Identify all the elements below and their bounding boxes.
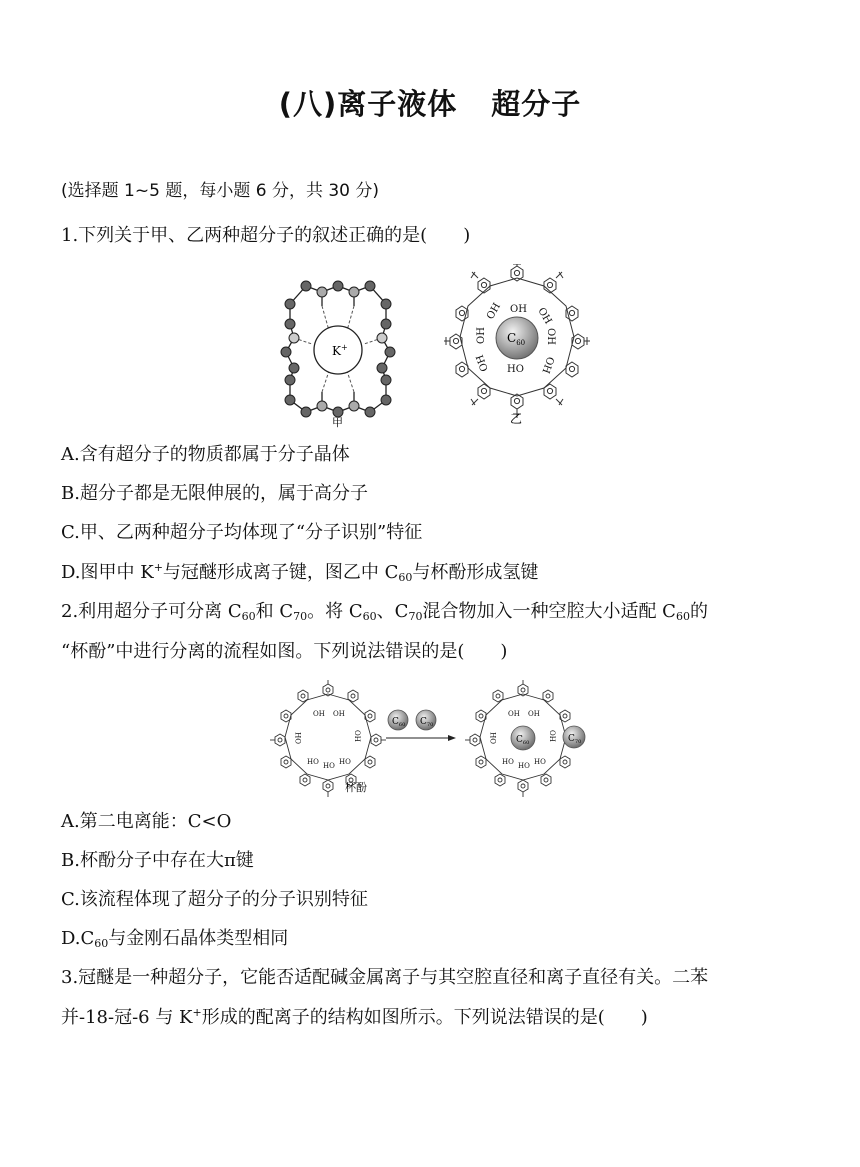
q2-stem-line1: 2.利用超分子可分离 $C_{60}$和 $C_{70}$。将 $C_{60}$、$C_{70}$混合物加入一种空腔大小适配 $C_{60}$的 <box>61 601 708 623</box>
calixarene-left <box>270 680 386 797</box>
svg-text:OH: OH <box>474 353 491 373</box>
svg-text:HO: HO <box>507 364 524 375</box>
flow-c70-label: $C_{70}$ <box>420 717 434 728</box>
svg-text:OH: OH <box>490 732 498 744</box>
q3-stem-line2: 并-18-冠-6 与 K+形成的配离子的结构如图所示。下列说法错误的是( ) <box>61 1006 648 1028</box>
svg-text:HO: HO <box>534 758 546 766</box>
svg-text:HO: HO <box>502 758 514 766</box>
svg-text:HO: HO <box>339 758 351 766</box>
q2-option-c: C.该流程体现了超分子的分子识别特征 <box>61 889 368 910</box>
q1-option-d: D.图甲中 K+与冠醚形成离子键，图乙中 $C_{60}$与杯酚形成氢键 <box>61 561 539 584</box>
page-title <box>0 82 860 123</box>
svg-text:OH: OH <box>548 730 556 742</box>
svg-text:OH: OH <box>333 710 345 718</box>
svg-text:OH: OH <box>353 730 361 742</box>
section-instructions: (选择题 1~5 题，每小题 6 分，共 30 分) <box>61 181 380 201</box>
svg-text:HO: HO <box>307 758 319 766</box>
svg-text:OH: OH <box>476 327 487 344</box>
free-c70-label: $C_{70}$ <box>568 734 582 745</box>
q2-option-a: A.第二电离能：C<O <box>61 811 232 832</box>
svg-text:OH: OH <box>545 328 556 345</box>
q1-stem: 1.下列关于甲、乙两种超分子的叙述正确的是( ) <box>61 225 471 246</box>
svg-text:OH: OH <box>539 354 556 375</box>
svg-text:OH: OH <box>313 710 325 718</box>
svg-text:OH: OH <box>528 710 540 718</box>
flow-arrow <box>386 735 456 741</box>
figure-b-caption: 乙 <box>510 412 523 426</box>
captured-c60-ball <box>511 726 535 750</box>
separation-flow-figure <box>270 680 600 798</box>
calixarene-c60-figure <box>444 264 590 426</box>
flow-c60-label: $C_{60}$ <box>392 717 406 728</box>
svg-text:OH: OH <box>508 710 520 718</box>
calixarene-caption: 杯酚 <box>345 781 367 794</box>
c60-ball <box>496 317 538 359</box>
q1-option-a: A.含有超分子的物质都属于分子晶体 <box>61 444 350 465</box>
svg-text:OH: OH <box>295 732 303 744</box>
c60-label: $C_{60}$ <box>507 331 526 347</box>
q1-option-b: B.超分子都是无限伸展的，属于高分子 <box>61 483 368 504</box>
title-part2: 超分子 <box>491 87 582 121</box>
captured-c60-label: $C_{60}$ <box>516 735 530 746</box>
svg-text:HO: HO <box>323 762 335 770</box>
q2-stem-line2: “杯酚”中进行分离的流程如图。下列说法错误的是( ) <box>61 641 508 662</box>
figure-a-caption: 甲 <box>332 416 343 429</box>
svg-text:OH: OH <box>485 301 504 322</box>
svg-text:HO: HO <box>518 762 530 770</box>
q2-option-d: $D.C_{60}$与金刚石晶体类型相同 <box>61 928 289 950</box>
q3-stem-line1: 3.冠醚是一种超分子，它能否适配碱金属离子与其空腔直径和离子直径有关。二苯 <box>61 967 709 988</box>
crown-ether-figure <box>268 272 408 432</box>
potassium-label: K+ <box>332 343 348 358</box>
title-part1: (八)离子液体 <box>278 87 458 121</box>
q1-option-c: C.甲、乙两种超分子均体现了“分子识别”特征 <box>61 522 423 543</box>
svg-text:OH: OH <box>510 304 527 315</box>
svg-text:OH: OH <box>535 306 554 327</box>
q2-option-b: B.杯酚分子中存在大π键 <box>61 850 254 871</box>
